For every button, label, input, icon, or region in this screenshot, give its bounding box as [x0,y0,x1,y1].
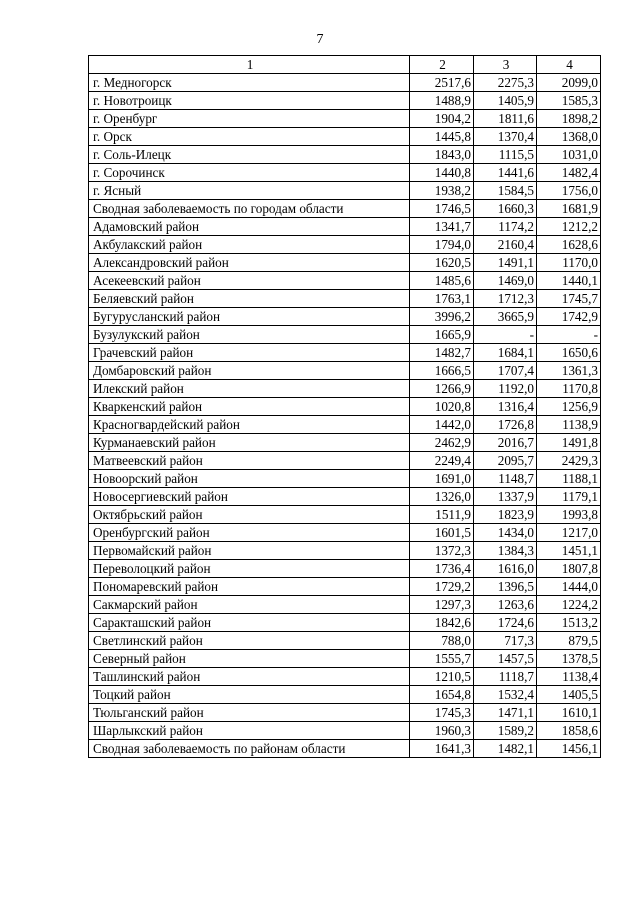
row-value-col2-cell: 788,0 [410,632,474,650]
row-value-col2-cell: 1210,5 [410,668,474,686]
row-value-col3-cell: 1174,2 [474,218,537,236]
row-value-col2-cell: 1729,2 [410,578,474,596]
table-row [89,524,601,542]
row-value-col4-cell: 1368,0 [537,128,601,146]
row-value-col3-cell: 1712,3 [474,290,537,308]
row-name-cell: Бузулукский район [89,326,410,344]
row-value-col4-cell: 1361,3 [537,362,601,380]
row-value-col2-cell: 1960,3 [410,722,474,740]
row-value-col2-cell: 1745,3 [410,704,474,722]
row-value-col2-cell: 1372,3 [410,542,474,560]
row-value-col2-cell: 1601,5 [410,524,474,542]
row-value-col4-cell: 1212,2 [537,218,601,236]
row-value-col2-cell: 1297,3 [410,596,474,614]
table-row [89,452,601,470]
table-row [89,614,601,632]
row-value-col3-cell: 1148,7 [474,470,537,488]
row-value-col2-cell: 1904,2 [410,110,474,128]
row-value-col4-cell: 1513,2 [537,614,601,632]
row-name-cell: Саракташский район [89,614,410,632]
row-value-col4-cell: 1898,2 [537,110,601,128]
table-row [89,344,601,362]
row-value-col2-cell: 1641,3 [410,740,474,758]
row-name-cell: Новоорский район [89,470,410,488]
table-row [89,164,601,182]
row-value-col3-cell: 1684,1 [474,344,537,362]
table-row [89,128,601,146]
row-value-col2-cell: 1666,5 [410,362,474,380]
row-value-col2-cell: 1442,0 [410,416,474,434]
row-value-col3-cell: 2160,4 [474,236,537,254]
row-name-cell: Светлинский район [89,632,410,650]
table-row [89,74,601,92]
table-row [89,254,601,272]
row-name-cell: Сводная заболеваемость по районам области [89,740,410,758]
row-name-cell: Акбулакский район [89,236,410,254]
row-value-col3-cell: 1584,5 [474,182,537,200]
row-name-cell: Сакмарский район [89,596,410,614]
row-value-col2-cell: 1691,0 [410,470,474,488]
row-value-col4-cell: 1378,5 [537,650,601,668]
row-value-col4-cell: 1756,0 [537,182,601,200]
row-name-cell: Новосергиевский район [89,488,410,506]
row-value-col3-cell: 1491,1 [474,254,537,272]
row-name-cell: Тюльганский район [89,704,410,722]
row-name-cell: Шарлыкский район [89,722,410,740]
morbidity-table [88,55,601,758]
row-value-col2-cell: 1488,9 [410,92,474,110]
row-value-col3-cell: 1471,1 [474,704,537,722]
row-value-col2-cell: 3996,2 [410,308,474,326]
row-value-col4-cell: 2429,3 [537,452,601,470]
table-row [89,326,601,344]
row-name-cell: г. Ясный [89,182,410,200]
row-value-col3-cell: - [474,326,537,344]
row-name-cell: г. Новотроицк [89,92,410,110]
table-row [89,596,601,614]
row-value-col4-cell: 1224,2 [537,596,601,614]
row-name-cell: Красногвардейский район [89,416,410,434]
row-name-cell: Оренбургский район [89,524,410,542]
row-value-col2-cell: 2462,9 [410,434,474,452]
row-value-col2-cell: 1763,1 [410,290,474,308]
row-value-col4-cell: 1610,1 [537,704,601,722]
row-value-col3-cell: 1370,4 [474,128,537,146]
row-value-col4-cell: 1138,4 [537,668,601,686]
row-value-col3-cell: 1384,3 [474,542,537,560]
row-name-cell: Курманаевский район [89,434,410,452]
row-name-cell: Северный район [89,650,410,668]
row-value-col4-cell: 1217,0 [537,524,601,542]
row-value-col2-cell: 1482,7 [410,344,474,362]
row-value-col4-cell: 1807,8 [537,560,601,578]
table-row [89,236,601,254]
row-value-col4-cell: 1858,6 [537,722,601,740]
row-value-col2-cell: 1445,8 [410,128,474,146]
row-value-col4-cell: 1170,8 [537,380,601,398]
table-row [89,470,601,488]
row-value-col3-cell: 1115,5 [474,146,537,164]
row-name-cell: Кваркенский район [89,398,410,416]
row-value-col3-cell: 1726,8 [474,416,537,434]
table-row [89,488,601,506]
column-header-1: 1 [89,56,410,74]
row-value-col3-cell: 1823,9 [474,506,537,524]
row-name-cell: Матвеевский район [89,452,410,470]
row-value-col4-cell: 1031,0 [537,146,601,164]
row-value-col2-cell: 2249,4 [410,452,474,470]
row-value-col2-cell: 1746,5 [410,200,474,218]
table-row [89,632,601,650]
row-value-col2-cell: 1794,0 [410,236,474,254]
row-value-col2-cell: 1938,2 [410,182,474,200]
row-value-col4-cell: 1188,1 [537,470,601,488]
table-row [89,704,601,722]
row-name-cell: Александровский район [89,254,410,272]
table-row [89,362,601,380]
table-row [89,398,601,416]
row-name-cell: Тоцкий район [89,686,410,704]
row-value-col3-cell: 1441,6 [474,164,537,182]
row-name-cell: Октябрьский район [89,506,410,524]
row-value-col4-cell: 879,5 [537,632,601,650]
row-value-col4-cell: 2099,0 [537,74,601,92]
row-name-cell: Беляевский район [89,290,410,308]
row-value-col3-cell: 1192,0 [474,380,537,398]
row-value-col4-cell: 1650,6 [537,344,601,362]
row-value-col4-cell: 1179,1 [537,488,601,506]
row-value-col3-cell: 1660,3 [474,200,537,218]
row-value-col3-cell: 2275,3 [474,74,537,92]
row-value-col3-cell: 2016,7 [474,434,537,452]
row-name-cell: Пономаревский район [89,578,410,596]
row-name-cell: Переволоцкий район [89,560,410,578]
row-value-col2-cell: 1665,9 [410,326,474,344]
row-value-col4-cell: 1170,0 [537,254,601,272]
table-row [89,92,601,110]
row-name-cell: Первомайский район [89,542,410,560]
row-value-col3-cell: 2095,7 [474,452,537,470]
row-name-cell: Асекеевский район [89,272,410,290]
row-value-col3-cell: 1589,2 [474,722,537,740]
row-value-col3-cell: 1263,6 [474,596,537,614]
row-value-col4-cell: 1745,7 [537,290,601,308]
row-value-col3-cell: 1707,4 [474,362,537,380]
row-value-col3-cell: 1532,4 [474,686,537,704]
row-value-col2-cell: 1555,7 [410,650,474,668]
row-name-cell: г. Соль-Илецк [89,146,410,164]
row-name-cell: г. Орск [89,128,410,146]
row-value-col4-cell: 1742,9 [537,308,601,326]
row-name-cell: г. Сорочинск [89,164,410,182]
row-value-col4-cell: 1482,4 [537,164,601,182]
row-value-col2-cell: 1620,5 [410,254,474,272]
row-value-col3-cell: 1811,6 [474,110,537,128]
table-row [89,686,601,704]
table-row [89,146,601,164]
row-name-cell: Домбаровский район [89,362,410,380]
row-name-cell: Илекский район [89,380,410,398]
table-row [89,578,601,596]
row-value-col3-cell: 1482,1 [474,740,537,758]
row-value-col4-cell: 1993,8 [537,506,601,524]
row-value-col4-cell: 1451,1 [537,542,601,560]
row-value-col3-cell: 1118,7 [474,668,537,686]
row-value-col2-cell: 1736,4 [410,560,474,578]
row-value-col3-cell: 1469,0 [474,272,537,290]
row-value-col2-cell: 1485,6 [410,272,474,290]
row-value-col4-cell: 1256,9 [537,398,601,416]
row-value-col3-cell: 1724,6 [474,614,537,632]
table-row [89,200,601,218]
page-number: 7 [316,32,324,47]
row-value-col2-cell: 1843,0 [410,146,474,164]
row-value-col3-cell: 1457,5 [474,650,537,668]
row-value-col3-cell: 717,3 [474,632,537,650]
table-row [89,560,601,578]
table-row [89,668,601,686]
row-value-col3-cell: 3665,9 [474,308,537,326]
row-value-col4-cell: 1456,1 [537,740,601,758]
table-row [89,416,601,434]
row-name-cell: г. Медногорск [89,74,410,92]
row-name-cell: Сводная заболеваемость по городам области [89,200,410,218]
row-value-col2-cell: 1842,6 [410,614,474,632]
row-value-col4-cell: 1491,8 [537,434,601,452]
row-value-col4-cell: 1585,3 [537,92,601,110]
row-value-col3-cell: 1434,0 [474,524,537,542]
row-value-col2-cell: 1511,9 [410,506,474,524]
row-value-col4-cell: 1405,5 [537,686,601,704]
table-row [89,722,601,740]
column-header-3: 3 [474,56,537,74]
row-value-col4-cell: 1628,6 [537,236,601,254]
table-row [89,272,601,290]
table-row [89,542,601,560]
table-row [89,290,601,308]
row-value-col2-cell: 1020,8 [410,398,474,416]
row-value-col2-cell: 1654,8 [410,686,474,704]
table-row [89,182,601,200]
column-header-4: 4 [537,56,601,74]
row-name-cell: Адамовский район [89,218,410,236]
table-row [89,650,601,668]
row-value-col3-cell: 1616,0 [474,560,537,578]
table-row [89,110,601,128]
row-value-col4-cell: - [537,326,601,344]
table-row [89,308,601,326]
table-row [89,740,601,758]
table-row [89,380,601,398]
table-row [89,506,601,524]
row-value-col3-cell: 1337,9 [474,488,537,506]
table-header-row [89,56,601,74]
row-value-col2-cell: 1326,0 [410,488,474,506]
row-value-col4-cell: 1138,9 [537,416,601,434]
row-name-cell: Ташлинский район [89,668,410,686]
row-value-col3-cell: 1396,5 [474,578,537,596]
row-name-cell: Грачевский район [89,344,410,362]
row-value-col2-cell: 1440,8 [410,164,474,182]
row-value-col4-cell: 1440,1 [537,272,601,290]
table-row [89,434,601,452]
row-value-col2-cell: 1341,7 [410,218,474,236]
table-row [89,218,601,236]
row-value-col3-cell: 1316,4 [474,398,537,416]
row-value-col4-cell: 1444,0 [537,578,601,596]
row-name-cell: г. Оренбург [89,110,410,128]
row-value-col4-cell: 1681,9 [537,200,601,218]
column-header-2: 2 [410,56,474,74]
row-value-col2-cell: 2517,6 [410,74,474,92]
row-value-col2-cell: 1266,9 [410,380,474,398]
row-name-cell: Бугурусланский район [89,308,410,326]
row-value-col3-cell: 1405,9 [474,92,537,110]
